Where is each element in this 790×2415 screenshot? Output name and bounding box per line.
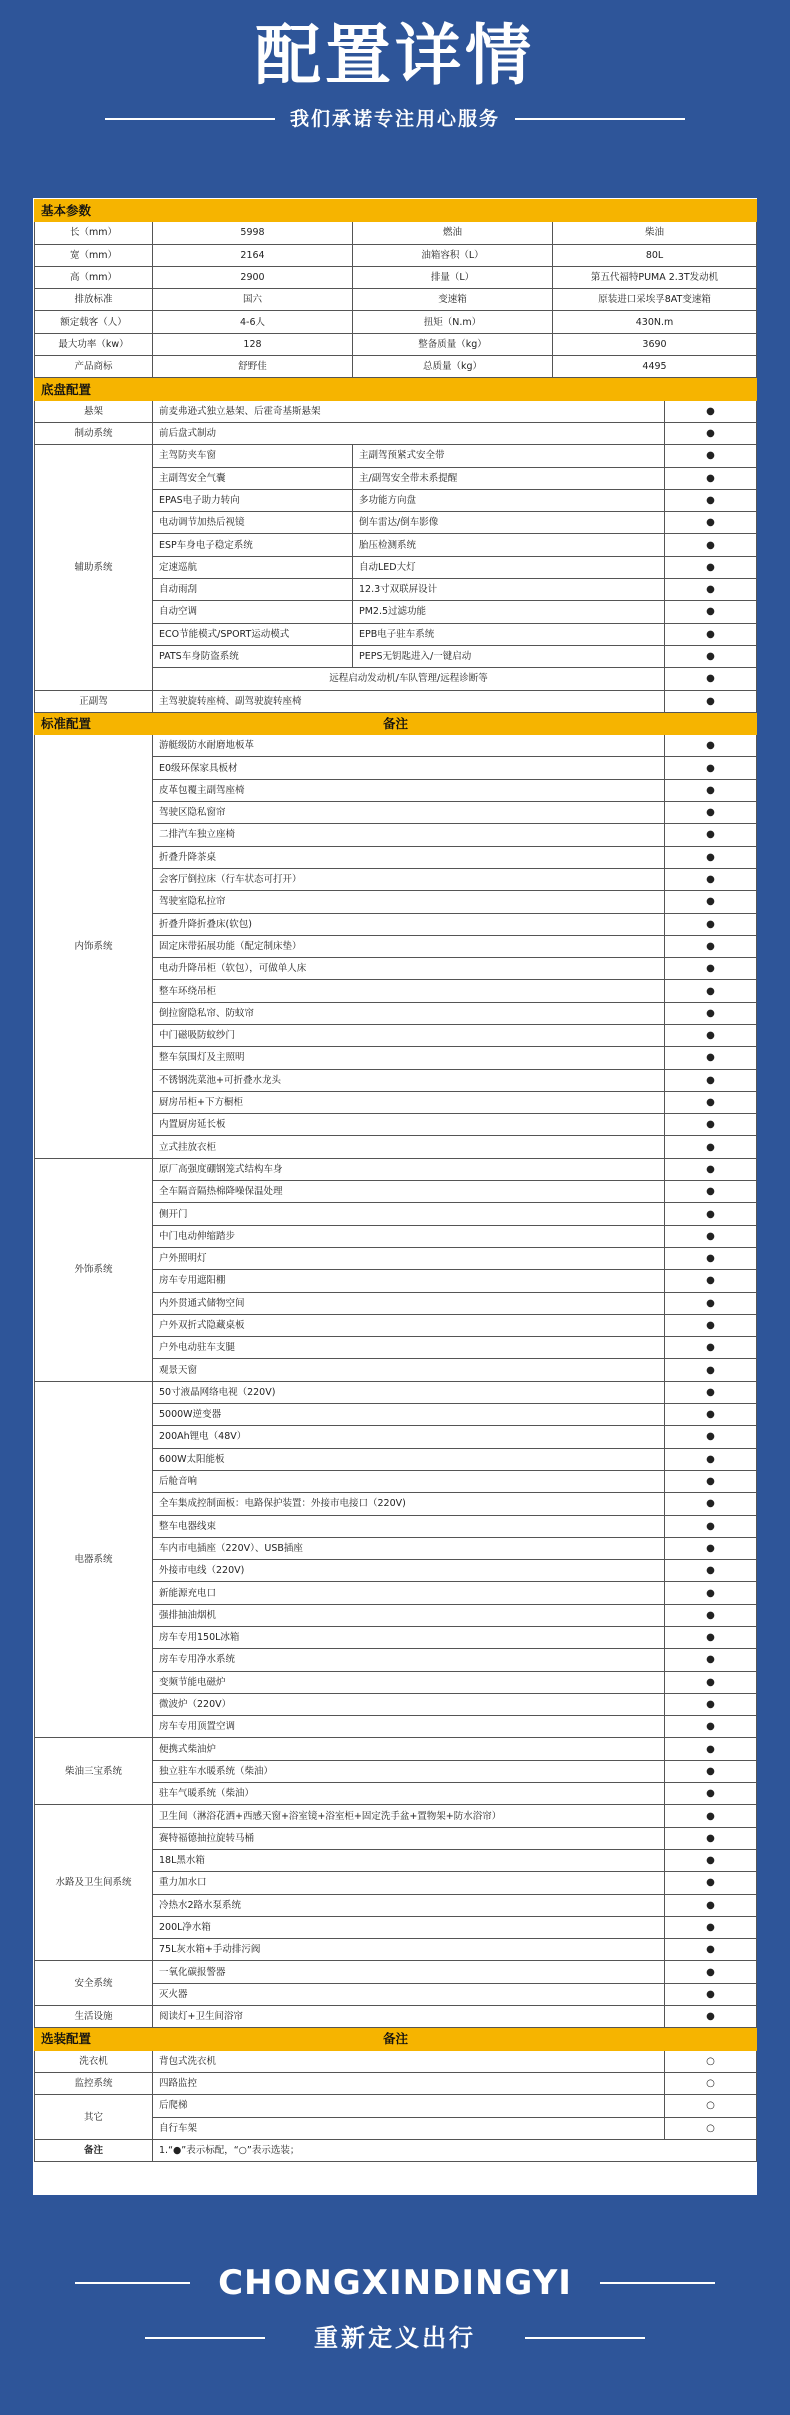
feature-text: 卫生间（淋浴花洒+西感天窗+浴室镜+浴室柜+固定洗手盆+置物架+防水浴帘） — [153, 1805, 665, 1827]
feature-text: 一氧化碳报警器 — [153, 1961, 665, 1983]
feature-text: 内置厨房延长板 — [153, 1114, 665, 1136]
brand-name: CHONGXINDINGYI — [218, 2263, 572, 2303]
param-value: 128 — [153, 333, 353, 355]
standard-mark: ● — [665, 802, 757, 824]
standard-mark: ● — [665, 1627, 757, 1649]
section-title: 底盘配置 — [35, 378, 757, 400]
category-label: 制动系统 — [35, 422, 153, 444]
standard-mark: ● — [665, 445, 757, 467]
param-value: 5998 — [153, 222, 353, 244]
category-label: 柴油三宝系统 — [35, 1738, 153, 1805]
standard-mark: ● — [665, 1359, 757, 1381]
feature-text: 厨房吊柜+下方橱柜 — [153, 1091, 665, 1113]
section-title: 标准配置 — [35, 712, 353, 734]
standard-mark: ● — [665, 1181, 757, 1203]
standard-mark: ● — [665, 1247, 757, 1269]
feature-text: 户外照明灯 — [153, 1247, 665, 1269]
category-label: 安全系统 — [35, 1961, 153, 2006]
feature-text: 多功能方向盘 — [353, 489, 665, 511]
param-value: 430N.m — [553, 311, 757, 333]
standard-mark: ● — [665, 1404, 757, 1426]
table-row — [35, 422, 757, 444]
table-row — [35, 2095, 757, 2117]
param-label: 排量（L） — [353, 266, 553, 288]
param-value: 4-6人 — [153, 311, 353, 333]
param-label: 整备质量（kg） — [353, 333, 553, 355]
feature-text: 主驾防夹车窗 — [153, 445, 353, 467]
feature-text: 自动LED大灯 — [353, 556, 665, 578]
spec-sheet — [33, 198, 757, 2195]
category-label: 悬架 — [35, 400, 153, 422]
standard-mark: ● — [665, 757, 757, 779]
optional-mark: ○ — [665, 2117, 757, 2139]
feature-text: 自动雨刮 — [153, 579, 353, 601]
feature-text: 背包式洗衣机 — [153, 2050, 665, 2072]
table-row — [35, 1738, 757, 1760]
optional-mark: ○ — [665, 2050, 757, 2072]
feature-text: PEPS无钥匙进入/一键启动 — [353, 645, 665, 667]
category-label: 其它 — [35, 2095, 153, 2140]
table-row — [35, 2006, 757, 2028]
standard-mark: ● — [665, 1894, 757, 1916]
feature-text: 全车隔音隔热棉降噪保温处理 — [153, 1181, 665, 1203]
param-value: 舒野佳 — [153, 356, 353, 378]
table-row — [35, 266, 757, 288]
feature-text: 折叠升降折叠床(软包) — [153, 913, 665, 935]
feature-text: 5000W逆变器 — [153, 1404, 665, 1426]
param-label: 额定载客（人） — [35, 311, 153, 333]
standard-mark: ● — [665, 1983, 757, 2005]
feature-text: 固定床带拓展功能（配定制床垫） — [153, 935, 665, 957]
feature-text: 灭火器 — [153, 1983, 665, 2005]
param-label: 产品商标 — [35, 356, 153, 378]
standard-mark: ● — [665, 913, 757, 935]
standard-mark: ● — [665, 1002, 757, 1024]
feature-text: 户外电动驻车支腿 — [153, 1337, 665, 1359]
feature-text: E0级环保家具板材 — [153, 757, 665, 779]
category-label: 正副驾 — [35, 690, 153, 712]
feature-text: 立式挂放衣柜 — [153, 1136, 665, 1158]
section-header-standard — [35, 712, 757, 734]
footer-divider-right — [600, 2282, 715, 2284]
category-label: 内饰系统 — [35, 735, 153, 1159]
feature-text: 整车氛围灯及主照明 — [153, 1047, 665, 1069]
standard-mark: ● — [665, 467, 757, 489]
param-value: 原装进口采埃孚8AT变速箱 — [553, 289, 757, 311]
page-header — [0, 0, 790, 190]
standard-mark: ● — [665, 422, 757, 444]
param-value: 3690 — [553, 333, 757, 355]
standard-mark: ● — [665, 534, 757, 556]
table-row — [35, 690, 757, 712]
standard-mark: ● — [665, 779, 757, 801]
table-row — [35, 289, 757, 311]
table-row — [35, 2050, 757, 2072]
standard-mark: ● — [665, 2006, 757, 2028]
standard-mark: ● — [665, 668, 757, 690]
table-row — [35, 2072, 757, 2094]
feature-text: 200L净水箱 — [153, 1916, 665, 1938]
feature-text: 自动空调 — [153, 601, 353, 623]
feature-text: 600W太阳能板 — [153, 1448, 665, 1470]
standard-mark: ● — [665, 1493, 757, 1515]
feature-text: 倒车雷达/倒车影像 — [353, 512, 665, 534]
feature-text: 不锈钢洗菜池+可折叠水龙头 — [153, 1069, 665, 1091]
feature-text: ESP车身电子稳定系统 — [153, 534, 353, 556]
table-row — [35, 1158, 757, 1180]
feature-text: 驾驶室隐私拉帘 — [153, 891, 665, 913]
feature-text: 重力加水口 — [153, 1872, 665, 1894]
standard-mark: ● — [665, 1805, 757, 1827]
feature-text: 四路监控 — [153, 2072, 665, 2094]
table-row — [35, 333, 757, 355]
section-header-basic — [35, 200, 757, 222]
standard-mark: ● — [665, 1024, 757, 1046]
standard-mark: ● — [665, 690, 757, 712]
standard-mark: ● — [665, 623, 757, 645]
feature-text: 前麦弗逊式独立悬架、后霍奇基斯悬架 — [153, 400, 665, 422]
standard-mark: ● — [665, 958, 757, 980]
feature-text: 主副驾预紧式安全带 — [353, 445, 665, 467]
param-value: 4495 — [553, 356, 757, 378]
feature-text: 观景天窗 — [153, 1359, 665, 1381]
standard-mark: ● — [665, 489, 757, 511]
feature-text: 胎压检测系统 — [353, 534, 665, 556]
param-label: 高（mm） — [35, 266, 153, 288]
standard-mark: ● — [665, 1225, 757, 1247]
feature-text: 定速巡航 — [153, 556, 353, 578]
standard-mark: ● — [665, 1738, 757, 1760]
feature-text: ECO节能模式/SPORT运动模式 — [153, 623, 353, 645]
feature-text: 主驾驶旋转座椅、副驾驶旋转座椅 — [153, 690, 665, 712]
standard-mark: ● — [665, 1381, 757, 1403]
feature-text: 驾驶区隐私窗帘 — [153, 802, 665, 824]
category-label: 洗衣机 — [35, 2050, 153, 2072]
standard-mark: ● — [665, 1047, 757, 1069]
standard-mark: ● — [665, 846, 757, 868]
divider-right — [515, 118, 685, 120]
table-row — [35, 1961, 757, 1983]
param-label: 排放标准 — [35, 289, 153, 311]
standard-mark: ● — [665, 1671, 757, 1693]
feature-text: 房车专用150L冰箱 — [153, 1627, 665, 1649]
table-row — [35, 244, 757, 266]
remark-row — [35, 2139, 757, 2161]
feature-text: 微波炉（220V） — [153, 1693, 665, 1715]
param-label: 扭矩（N.m） — [353, 311, 553, 333]
feature-text: 自行车架 — [153, 2117, 665, 2139]
feature-text: 中门电动伸缩踏步 — [153, 1225, 665, 1247]
page-subtitle: 我们承诺专注用心服务 — [289, 108, 500, 130]
standard-mark: ● — [665, 1783, 757, 1805]
standard-mark: ● — [665, 1916, 757, 1938]
standard-mark: ● — [665, 1827, 757, 1849]
standard-mark: ● — [665, 645, 757, 667]
feature-text: 全车集成控制面板：电路保护装置：外接市电接口（220V) — [153, 1493, 665, 1515]
param-label: 油箱容积（L） — [353, 244, 553, 266]
standard-mark: ● — [665, 1939, 757, 1961]
feature-text: 游艇级防水耐磨地板革 — [153, 735, 665, 757]
feature-text: 18L黑水箱 — [153, 1849, 665, 1871]
feature-text: 独立驻车水暖系统（柴油） — [153, 1760, 665, 1782]
feature-text: PATS车身防盗系统 — [153, 645, 353, 667]
feature-text: 房车专用净水系统 — [153, 1649, 665, 1671]
standard-mark: ● — [665, 935, 757, 957]
table-row — [35, 356, 757, 378]
param-value: 第五代福特PUMA 2.3T发动机 — [553, 266, 757, 288]
standard-mark: ● — [665, 400, 757, 422]
feature-text: 后舱音响 — [153, 1470, 665, 1492]
standard-mark: ● — [665, 556, 757, 578]
feature-text: 整车电器线束 — [153, 1515, 665, 1537]
param-value: 柴油 — [553, 222, 757, 244]
standard-mark: ● — [665, 868, 757, 890]
param-value: 2164 — [153, 244, 353, 266]
standard-mark: ● — [665, 1760, 757, 1782]
param-label: 宽（mm） — [35, 244, 153, 266]
feature-text: 变频节能电磁炉 — [153, 1671, 665, 1693]
standard-mark: ● — [665, 1560, 757, 1582]
feature-text: EPB电子驻车系统 — [353, 623, 665, 645]
optional-mark: ○ — [665, 2072, 757, 2094]
standard-mark: ● — [665, 1961, 757, 1983]
param-label: 长（mm） — [35, 222, 153, 244]
section-title: 选装配置 — [35, 2028, 353, 2050]
standard-mark: ● — [665, 1337, 757, 1359]
feature-text: 内外贯通式储物空间 — [153, 1292, 665, 1314]
spec-table — [34, 199, 757, 2162]
section-header-optional — [35, 2028, 757, 2050]
param-value: 2900 — [153, 266, 353, 288]
standard-mark: ● — [665, 579, 757, 601]
standard-mark: ● — [665, 1448, 757, 1470]
standard-mark: ● — [665, 1604, 757, 1626]
table-row — [35, 222, 757, 244]
standard-mark: ● — [665, 1515, 757, 1537]
param-label: 最大功率（kw） — [35, 333, 153, 355]
table-row — [35, 311, 757, 333]
feature-text: 便携式柴油炉 — [153, 1738, 665, 1760]
feature-text: 二排汽车独立座椅 — [153, 824, 665, 846]
feature-text: PM2.5过滤功能 — [353, 601, 665, 623]
section-header-chassis — [35, 378, 757, 400]
standard-mark: ● — [665, 1270, 757, 1292]
remark-text: 1.“●”表示标配，“○”表示选装； — [153, 2139, 757, 2161]
feature-text: 阅读灯+卫生间浴帘 — [153, 2006, 665, 2028]
category-label: 电器系统 — [35, 1381, 153, 1738]
feature-text: 远程启动发动机/车队管理/远程诊断等 — [153, 668, 665, 690]
feature-text: 赛特福德抽拉旋转马桶 — [153, 1827, 665, 1849]
standard-mark: ● — [665, 1716, 757, 1738]
page-title: 配置详情 — [255, 17, 535, 94]
standard-mark: ● — [665, 1426, 757, 1448]
feature-text: 前后盘式制动 — [153, 422, 665, 444]
standard-mark: ● — [665, 1872, 757, 1894]
feature-text: 侧开门 — [153, 1203, 665, 1225]
feature-text: 户外双折式隐藏桌板 — [153, 1314, 665, 1336]
standard-mark: ● — [665, 1203, 757, 1225]
category-label: 生活设施 — [35, 2006, 153, 2028]
standard-mark: ● — [665, 1069, 757, 1091]
category-label: 辅助系统 — [35, 445, 153, 690]
feature-text: 冷热水2路水泵系统 — [153, 1894, 665, 1916]
feature-text: 折叠升降茶桌 — [153, 846, 665, 868]
standard-mark: ● — [665, 1470, 757, 1492]
standard-mark: ● — [665, 1649, 757, 1671]
feature-text: 新能源充电口 — [153, 1582, 665, 1604]
param-value: 国六 — [153, 289, 353, 311]
feature-text: 驻车气暖系统（柴油） — [153, 1783, 665, 1805]
standard-mark: ● — [665, 891, 757, 913]
feature-text: 会客厅倒拉床（行车状态可打开） — [153, 868, 665, 890]
feature-text: 电动调节加热后视镜 — [153, 512, 353, 534]
standard-mark: ● — [665, 980, 757, 1002]
table-row — [35, 445, 757, 467]
category-label: 外饰系统 — [35, 1158, 153, 1381]
standard-mark: ● — [665, 1158, 757, 1180]
slogan-divider-right — [525, 2337, 645, 2339]
page-footer — [0, 2240, 790, 2415]
standard-mark: ● — [665, 512, 757, 534]
standard-mark: ● — [665, 601, 757, 623]
table-row — [35, 735, 757, 757]
feature-text: 房车专用顶置空调 — [153, 1716, 665, 1738]
feature-text: 车内市电插座（220V）、USB插座 — [153, 1537, 665, 1559]
category-label: 监控系统 — [35, 2072, 153, 2094]
optional-mark: ○ — [665, 2095, 757, 2117]
feature-text: 50寸液晶网络电视（220V) — [153, 1381, 665, 1403]
category-label: 水路及卫生间系统 — [35, 1805, 153, 1961]
feature-text: 倒拉窗隐私帘、防蚊帘 — [153, 1002, 665, 1024]
standard-mark: ● — [665, 1114, 757, 1136]
feature-text: 200Ah锂电（48V） — [153, 1426, 665, 1448]
param-label: 变速箱 — [353, 289, 553, 311]
standard-mark: ● — [665, 1091, 757, 1113]
feature-text: 后爬梯 — [153, 2095, 665, 2117]
slogan: 重新定义出行 — [314, 2324, 476, 2352]
feature-text: 12.3寸双联屏设计 — [353, 579, 665, 601]
standard-mark: ● — [665, 1582, 757, 1604]
section-note: 备注 — [353, 712, 757, 734]
standard-mark: ● — [665, 1693, 757, 1715]
feature-text: 原厂高强度硼钢笼式结构车身 — [153, 1158, 665, 1180]
table-row — [35, 400, 757, 422]
feature-text: 主/副驾安全带未系提醒 — [353, 467, 665, 489]
param-label: 燃油 — [353, 222, 553, 244]
feature-text: 强排抽油烟机 — [153, 1604, 665, 1626]
standard-mark: ● — [665, 824, 757, 846]
standard-mark: ● — [665, 735, 757, 757]
remark-label: 备注 — [35, 2139, 153, 2161]
feature-text: 电动升降吊柜（软包），可做单人床 — [153, 958, 665, 980]
standard-mark: ● — [665, 1314, 757, 1336]
feature-text: 整车环绕吊柜 — [153, 980, 665, 1002]
standard-mark: ● — [665, 1849, 757, 1871]
feature-text: 中门磁吸防蚊纱门 — [153, 1024, 665, 1046]
feature-text: 外接市电线（220V) — [153, 1560, 665, 1582]
param-value: 80L — [553, 244, 757, 266]
standard-mark: ● — [665, 1537, 757, 1559]
table-row — [35, 1805, 757, 1827]
feature-text: 75L灰水箱+手动排污阀 — [153, 1939, 665, 1961]
section-note: 备注 — [353, 2028, 757, 2050]
feature-text: 房车专用遮阳棚 — [153, 1270, 665, 1292]
section-title: 基本参数 — [35, 200, 757, 222]
feature-text: EPAS电子助力转向 — [153, 489, 353, 511]
standard-mark: ● — [665, 1136, 757, 1158]
feature-text: 皮革包覆主副驾座椅 — [153, 779, 665, 801]
standard-mark: ● — [665, 1292, 757, 1314]
table-row — [35, 1381, 757, 1403]
param-label: 总质量（kg） — [353, 356, 553, 378]
feature-text: 主副驾安全气囊 — [153, 467, 353, 489]
